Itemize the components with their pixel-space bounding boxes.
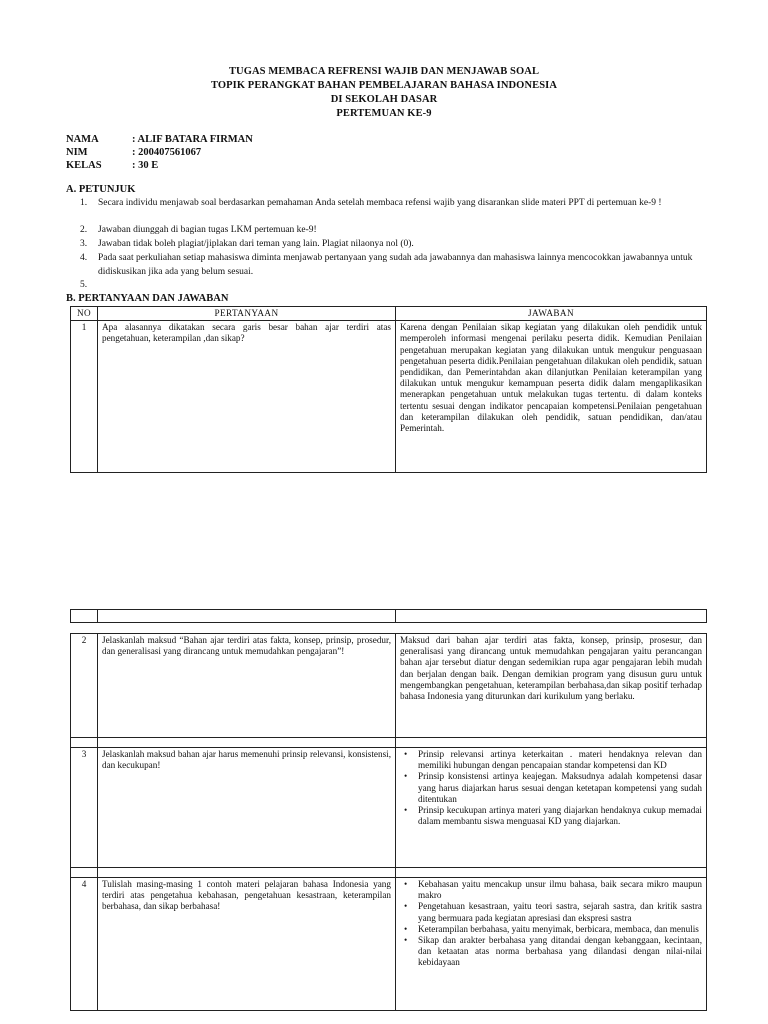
empty-cell [71, 868, 98, 878]
answer-cell: Maksud dari bahan ajar terdiri atas fakta, konsep, prinsip, prosesur, dan generalisasi yang dirancang untuk memudahkan pengajaran yaitu perancangan bahan ajar tersebut diatur dengan sedemikian rupa agar pengajaran lebih mudah dan berjalan dengan baik. Dengan demikian program yang disusun guru untuk mengembangkan pengetahuan, keterampilan berbahasa,dan sikap positif terhadap bahasa Indonesia yang diturunkan dari kurikulum yang berlaku. [396, 634, 707, 738]
doc-title-line-2: TOPIK PERANGKAT BAHAN PEMBELAJARAN BAHASA INDONESIA [210, 80, 558, 91]
class-value: : 30 E [132, 160, 159, 171]
table-row [71, 878, 707, 1011]
answer-cell [396, 878, 707, 1011]
doc-title-line-3: DI SEKOLAH DASAR [330, 94, 438, 105]
student-class-row [66, 160, 158, 171]
answer-bullet: • Prinsip relevansi artinya keterkaitan . materi hendaknya relevan dan memiliki hubungan dengan pencapaian standar kompetensi dan KD [418, 749, 702, 771]
class-label: KELAS [66, 160, 102, 171]
empty-cell [396, 610, 707, 623]
table-row [71, 738, 707, 748]
qa-table-2 [70, 633, 707, 1011]
answer-bullet: • Keterampilan berbahasa, yaitu menyimak, berbicara, membaca, dan menulis [418, 924, 702, 935]
instruction-number: 5. [80, 280, 88, 290]
table-row [71, 868, 707, 878]
question-cell: Apa alasannya dikatakan secara garis besar bahan ajar terdiri atas pengetahuan, keterampilan ,dan sikap? [98, 321, 396, 473]
student-nim-row [66, 147, 201, 158]
instruction-number: 4. [80, 253, 88, 263]
student-name-row [66, 134, 253, 145]
row-number: 2 [71, 634, 98, 738]
row-number: 1 [71, 321, 98, 473]
answer-bullet: • Kebahasan yaitu mencakup unsur ilmu bahasa, baik secara mikro maupun makro [418, 879, 702, 901]
answer-bullet: • Prinsip konsistensi artinya keajegan. Maksudnya adalah kompetensi dasar yang harus diajarkan harus sesuai dengan ketetapan kompetensi yang sudah ditentukan [418, 771, 702, 805]
question-cell: Jelaskanlah maksud “Bahan ajar terdiri atas fakta, konsep, prinsip, prosedur, dan generalisasi yang dirancang untuk memudahkan pengajaran”! [98, 634, 396, 738]
table-row [71, 634, 707, 738]
instruction-number: 2. [80, 225, 88, 235]
table-row [71, 748, 707, 868]
header-question: PERTANYAAN [98, 307, 396, 321]
empty-cell [98, 868, 396, 878]
name-label: NAMA [66, 134, 99, 145]
answer-bullet-list [400, 879, 702, 969]
instruction-number: 1. [80, 198, 88, 208]
instruction-text: Pada saat perkuliahan setiap mahasiswa diminta menjawab pertanyaan yang sudah ada jawabannya dan mahasiswa lainnya mencocokkan jawabannya untuk didiskusikan jika ada yang belum sesuai. [98, 253, 693, 277]
question-cell: Jelaskanlah maksud bahan ajar harus memenuhi prinsip relevansi, konsistensi, dan kecukupan! [98, 748, 396, 868]
empty-cell [396, 868, 707, 878]
doc-title-line-1: TUGAS MEMBACA REFRENSI WAJIB DAN MENJAWAB SOAL [228, 66, 540, 77]
empty-cell [396, 738, 707, 748]
answer-cell [396, 748, 707, 868]
answer-bullet: • Pengetahuan kesastraan, yaitu teori sastra, sejarah sastra, dan kritik sastra yang bermuara pada kegiatan apresiasi dan ekspresi sastra [418, 901, 702, 923]
section-b-title: B. PERTANYAAN DAN JAWABAN [66, 293, 229, 304]
empty-cell [98, 738, 396, 748]
qa-table-1 [70, 306, 707, 473]
table-row [71, 610, 707, 623]
name-value: : ALIF BATARA FIRMAN [132, 134, 253, 145]
question-cell: Tulislah masing-masing 1 contoh materi pelajaran bahasa Indonesia yang terdiri atas pengetahua kebahasan, pengetahuan kesastraan, keterampilan berbahasa, dan sikap berbahasa! [98, 878, 396, 1011]
qa-table-empty-row [70, 609, 707, 623]
empty-cell [71, 610, 98, 623]
nim-value: : 200407561067 [132, 147, 202, 158]
row-number: 3 [71, 748, 98, 868]
instruction-text: Jawaban tidak boleh plagiat/jiplakan dari teman yang lain. Plagiat nilaonya nol (0). [98, 239, 414, 249]
instruction-item [80, 197, 700, 224]
empty-cell [71, 738, 98, 748]
answer-bullet-list [400, 749, 702, 827]
empty-cell [98, 610, 396, 623]
instruction-list [80, 197, 700, 292]
instruction-number: 3. [80, 239, 88, 249]
row-number: 4 [71, 878, 98, 1011]
instruction-text: Jawaban diunggah di bagian tugas LKM pertemuan ke-9! [98, 225, 317, 235]
table-row [71, 321, 707, 473]
answer-bullet: • Sikap dan arakter berbahasa yang ditandai dengan kebanggaan, kecintaan, dan ketaatan atas norma berbahasa yang dilandasi dengan nilai-nilai kebidayaan [418, 935, 702, 969]
instruction-text: Secara individu menjawab soal berdasarkan pemahaman Anda setelah membaca refensi wajib yang disarankan slide materi PPT di pertemuan ke-9 ! [98, 198, 662, 208]
section-a-title: A. PETUNJUK [66, 184, 136, 195]
table-header-row [71, 307, 707, 321]
answer-bullet: • Prinsip kecukupan artinya materi yang diajarkan hendaknya cukup memadai dalam membantu siswa menguasai KD yang diajarkan. [418, 805, 702, 827]
header-answer: JAWABAN [396, 307, 707, 321]
answer-cell: Karena dengan Penilaian sikap kegiatan yang dilakukan oleh pendidik untuk memperoleh informasi mengenai perilaku peserta didik. Kemudian Penilaian pengetahuan merupakan kegiatan yang dilakukan untuk mengukur penguasaan pengetahuan peserta didik.Penilaian pengetahuan dilakukan oleh pendidik, satuan pendidikan, dan Pemerintahdan akan dilanjutkan Penilaian keterampilan yang dilakukan untuk mengukur kemampuan peserta didik dalam mengaplikasikan menerapkan pengetahuan untuk melakukan tugas tertentu. di dalam konteks tertentu sesuai dengan indikator pencapaian kompetensi.Penilaian pengetahuan dan keterampilan dilakukan oleh pendidik, satuan pendidikan, dan/atau Pemerintah. [396, 321, 707, 473]
doc-title-line-4: PERTEMUAN KE-9 [336, 108, 432, 119]
nim-label: NIM [66, 147, 88, 158]
header-no: NO [71, 307, 98, 321]
